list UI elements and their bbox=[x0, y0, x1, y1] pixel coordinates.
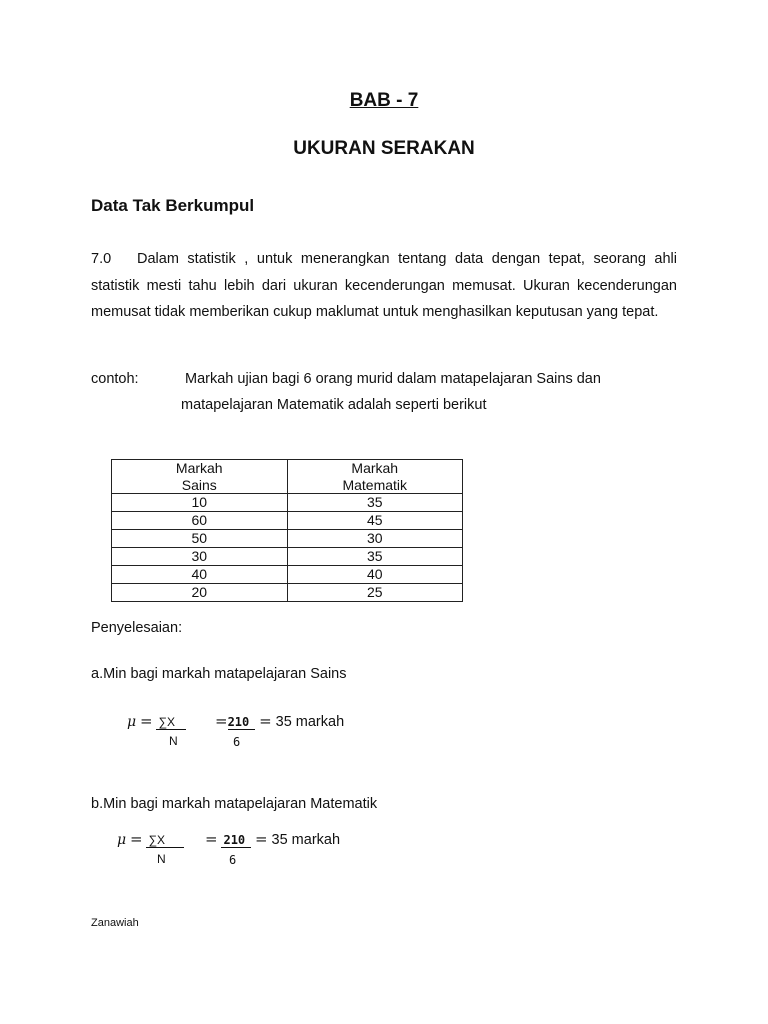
table-cell: 60 bbox=[112, 512, 288, 530]
mu-symbol: μ bbox=[117, 832, 127, 848]
table-row bbox=[112, 530, 463, 548]
table-cell: 10 bbox=[112, 494, 288, 512]
footer-author: Zanawiah bbox=[91, 917, 139, 929]
part-a-heading: a.Min bagi markah matapelajaran Sains bbox=[91, 666, 347, 682]
marks-table bbox=[111, 459, 463, 602]
denominator: 6 bbox=[233, 735, 241, 749]
table-cell: 30 bbox=[287, 530, 463, 548]
header-text: Markah bbox=[175, 460, 223, 476]
result: 35 markah bbox=[271, 832, 341, 848]
n-denominator: N bbox=[157, 852, 166, 866]
table-row bbox=[112, 566, 463, 584]
table-header-row bbox=[112, 460, 463, 494]
equals-sign: = bbox=[130, 830, 143, 848]
result: 35 markah bbox=[275, 714, 345, 730]
n-denominator: N bbox=[169, 734, 178, 748]
table-row bbox=[112, 512, 463, 530]
denominator: 6 bbox=[229, 853, 237, 867]
formula-a-fraction bbox=[215, 712, 344, 730]
table-cell: 40 bbox=[112, 566, 288, 584]
example-label: contoh: bbox=[91, 371, 139, 387]
table-cell: 35 bbox=[287, 548, 463, 566]
paragraph-number: 7.0 bbox=[91, 251, 112, 267]
example-line-1: Markah ujian bagi 6 orang murid dalam matapelajaran Sains dan bbox=[185, 371, 601, 387]
equals-sign: = bbox=[215, 712, 228, 730]
table-cell: 20 bbox=[112, 584, 288, 602]
header-text: Matematik bbox=[342, 476, 408, 493]
example-text bbox=[181, 366, 681, 418]
equals-sign: = bbox=[205, 830, 218, 848]
header-sains bbox=[112, 460, 288, 494]
table-row bbox=[112, 494, 463, 512]
equals-sign: = bbox=[140, 712, 153, 730]
chapter-title: BAB - 7 bbox=[349, 90, 419, 111]
table-row bbox=[112, 548, 463, 566]
table-cell: 30 bbox=[112, 548, 288, 566]
part-b-heading: b.Min bagi markah matapelajaran Matematik bbox=[91, 796, 378, 812]
sum-x-numerator: ∑X bbox=[146, 833, 184, 848]
header-matematik bbox=[287, 460, 463, 494]
table-cell: 45 bbox=[287, 512, 463, 530]
sum-x-numerator: ∑X bbox=[156, 715, 186, 730]
equals-sign: = bbox=[255, 830, 268, 848]
intro-paragraph bbox=[91, 246, 677, 326]
mu-symbol: μ bbox=[127, 714, 137, 730]
formula-b bbox=[117, 830, 184, 848]
table-cell: 50 bbox=[112, 530, 288, 548]
equals-sign: = bbox=[259, 712, 272, 730]
paragraph-text: Dalam statistik , untuk menerangkan tentang data dengan tepat, seorang ahli statistik mesti tahu lebih dari ukuran kecenderungan memusat. Ukuran kecenderungan memusat tidak memberikan cukup maklumat untuk menghasilkan keputusan yang tepat. bbox=[91, 251, 677, 320]
header-text: Markah bbox=[351, 460, 399, 476]
table-row bbox=[112, 584, 463, 602]
solution-label: Penyelesaian: bbox=[91, 620, 183, 636]
section-heading: Data Tak Berkumpul bbox=[91, 196, 255, 215]
numerator: 210 bbox=[228, 715, 256, 730]
example-line-2: matapelajaran Matematik adalah seperti berikut bbox=[181, 397, 487, 413]
formula-a bbox=[127, 712, 186, 730]
table-cell: 25 bbox=[287, 584, 463, 602]
numerator: 210 bbox=[221, 833, 251, 848]
page-title: UKURAN SERAKAN bbox=[293, 138, 475, 159]
header-text: Sains bbox=[181, 476, 217, 493]
table-cell: 35 bbox=[287, 494, 463, 512]
formula-b-fraction bbox=[205, 830, 340, 848]
table-cell: 40 bbox=[287, 566, 463, 584]
